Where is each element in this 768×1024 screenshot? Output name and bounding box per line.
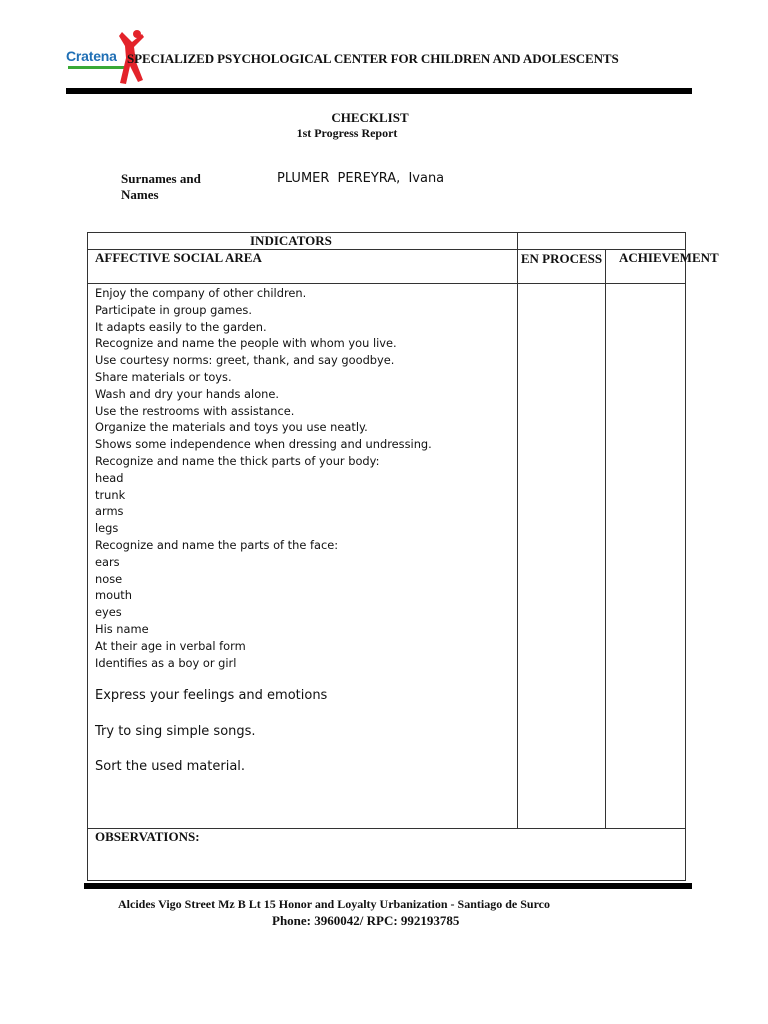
indicator-item: Recognize and name the parts of the face:: [95, 537, 339, 552]
indicator-item: trunk: [95, 487, 126, 502]
indicator-item: Try to sing simple songs.: [95, 723, 256, 739]
indicator-item: eyes: [95, 605, 122, 620]
indicator-item: nose: [95, 571, 123, 586]
indicator-item: Share materials or toys.: [95, 369, 232, 384]
logo-text: Cratena: [66, 48, 117, 64]
indicator-item: Use courtesy norms: greet, thank, and say goodbye.: [95, 353, 395, 368]
indicator-item: Use the restrooms with assistance.: [95, 403, 295, 418]
footer-divider: [84, 883, 692, 889]
indicator-item: ears: [95, 554, 120, 569]
center-name: SPECIALIZED PSYCHOLOGICAL CENTER FOR CHILDREN AND ADOLESCENTS: [127, 51, 619, 66]
indicator-item: Shows some independence when dressing and undressing.: [95, 437, 432, 452]
en-process-header: EN PROCESS: [520, 251, 603, 266]
indicator-list: [95, 285, 432, 671]
table-col-divider-1: [517, 232, 518, 829]
indicators-header: INDICATORS: [250, 233, 332, 248]
table-rule-columns: [88, 283, 685, 284]
achievement-header: ACHIEVEMENT: [619, 250, 719, 265]
indicator-item: arms: [95, 504, 124, 519]
indicator-item: Recognize and name the people with whom you live.: [95, 336, 397, 351]
indicator-item: Recognize and name the thick parts of your body:: [95, 453, 380, 468]
indicator-item: It adapts easily to the garden.: [95, 319, 267, 334]
indicator-item: legs: [95, 521, 119, 536]
footer-phone: Phone: 3960042/ RPC: 992193785: [272, 913, 460, 928]
extra-indicator-list: [95, 688, 327, 795]
indicator-item: Identifies as a boy or girl: [95, 655, 237, 670]
student-name: PLUMER PEREYRA, Ivana: [277, 171, 445, 186]
table-col-divider-2: [605, 249, 606, 829]
footer-address: Alcides Vigo Street Mz B Lt 15 Honor and Loyalty Urbanization - Santiago de Surco: [118, 897, 551, 911]
page-subtitle: 1st Progress Report: [296, 126, 398, 140]
observations-label: OBSERVATIONS:: [95, 829, 200, 844]
indicator-item: Organize the materials and toys you use neatly.: [95, 420, 368, 435]
indicator-item: Express your feelings and emotions: [95, 688, 328, 703]
indicator-item: Enjoy the company of other children.: [95, 286, 307, 300]
page-title: CHECKLIST: [331, 110, 409, 125]
indicator-item: Wash and dry your hands alone.: [95, 386, 280, 401]
indicator-item: At their age in verbal form: [95, 638, 246, 653]
surnames-label: Surnames and Names: [121, 171, 201, 202]
indicator-item: Participate in group games.: [95, 302, 252, 317]
indicator-item: His name: [95, 621, 149, 636]
header-divider: [66, 88, 692, 94]
area-header: AFFECTIVE SOCIAL AREA: [95, 250, 262, 265]
indicator-item: Sort the used material.: [95, 759, 246, 774]
indicator-item: head: [95, 470, 124, 485]
indicator-item: mouth: [95, 588, 132, 603]
